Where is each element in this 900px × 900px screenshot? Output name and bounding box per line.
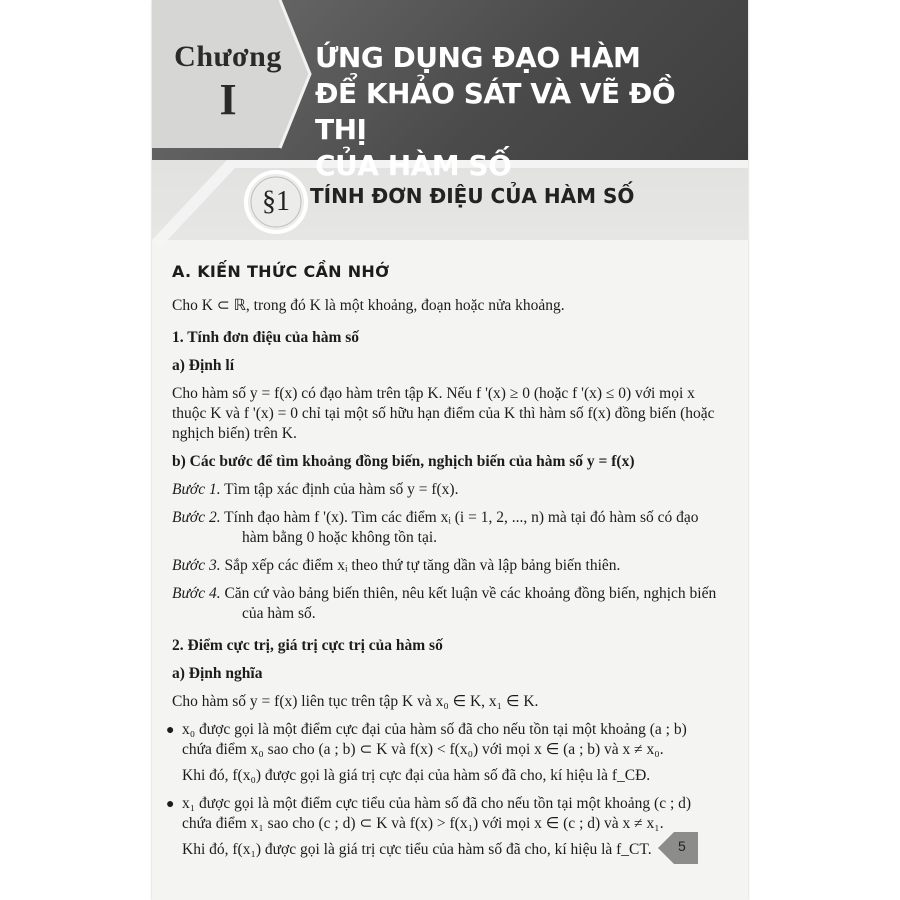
subheading-steps: b) Các bước để tìm khoảng đồng biến, nghịch biến của hàm số y = f(x)	[172, 453, 635, 470]
step-item	[172, 584, 720, 624]
bullet-note: Khi đó, f(x₁) được gọi là giá trị cực tiểu của hàm số đã cho, kí hiệu là f_CT.	[182, 841, 652, 858]
intro-paragraph: Cho K ⊂ ℝ, trong đó K là một khoảng, đoạn hoặc nửa khoảng.	[172, 297, 565, 314]
chapter-label: Chương	[174, 40, 282, 73]
chapter-title	[315, 40, 735, 184]
subheading-monotonicity: 1. Tính đơn điệu của hàm số	[172, 329, 360, 346]
bullet-icon: ●	[166, 797, 175, 812]
step-text: Tìm tập xác định của hàm số y = f(x).	[220, 481, 459, 498]
subheading-theorem: a) Định lí	[172, 357, 235, 374]
heading-knowledge: A. KIẾN THỨC CẦN NHỚ	[172, 262, 390, 281]
section-number: §1	[262, 186, 290, 217]
bullet-icon: ●	[166, 723, 175, 738]
chapter-title-line: CỦA HÀM SỐ	[315, 149, 512, 182]
textbook-page	[152, 0, 748, 900]
step-item	[172, 508, 720, 548]
step-label: Bước 3.	[172, 557, 221, 574]
step-label: Bước 2.	[172, 509, 221, 526]
step-label: Bước 4.	[172, 585, 221, 602]
step-label: Bước 1.	[172, 481, 221, 498]
page-number-tab	[658, 832, 698, 864]
section-title: TÍNH ĐƠN ĐIỆU CỦA HÀM SỐ	[310, 184, 635, 208]
subheading-definition: a) Định nghĩa	[172, 665, 263, 682]
step-item	[172, 556, 720, 576]
step-item	[172, 480, 720, 500]
bullet-note: Khi đó, f(x₀) được gọi là giá trị cực đại của hàm số đã cho, kí hiệu là f_CĐ.	[182, 767, 651, 784]
definition-bullet	[166, 794, 720, 834]
chapter-title-line: ĐỂ KHẢO SÁT VÀ VẼ ĐỒ THỊ	[315, 77, 676, 146]
step-text: Căn cứ vào bảng biến thiên, nêu kết luận về các khoảng đồng biến, nghịch biến của hàm số.	[220, 585, 717, 622]
step-text: Tính đạo hàm f '(x). Tìm các điểm xᵢ (i = 1, 2, ..., n) mà tại đó hàm số có đạo hàm bằng 0 hoặc không tồn tại.	[220, 509, 699, 546]
subheading-extrema: 2. Điểm cực trị, giá trị cực trị của hàm số	[172, 637, 443, 654]
chapter-number: I	[219, 75, 237, 124]
bullet-text: x₀ được gọi là một điểm cực đại của hàm số đã cho nếu tồn tại một khoảng (a ; b) chứa điểm x₀ sao cho (a ; b) ⊂ K và f(x) < f(x₀) với mọi x ∈ (a ; b) và x ≠ x₀.	[182, 721, 687, 758]
definition-bullet	[166, 720, 720, 760]
page-number: 5	[678, 838, 686, 854]
definition-intro: Cho hàm số y = f(x) liên tục trên tập K và x₀ ∈ K, x₁ ∈ K.	[172, 693, 539, 710]
theorem-paragraph: Cho hàm số y = f(x) có đạo hàm trên tập K. Nếu f '(x) ≥ 0 (hoặc f '(x) ≤ 0) với mọi x thuộc K và f '(x) = 0 chỉ tại một số hữu hạn điểm của K thì hàm số f(x) đồng biến (hoặc nghịch biến) trên K.	[172, 385, 715, 442]
chapter-title-line: ỨNG DỤNG ĐẠO HÀM	[315, 41, 641, 74]
step-text: Sắp xếp các điểm xᵢ theo thứ tự tăng dần và lập bảng biến thiên.	[220, 557, 621, 574]
page-content	[166, 262, 720, 868]
bullet-text: x₁ được gọi là một điểm cực tiểu của hàm số đã cho nếu tồn tại một khoảng (c ; d) chứa điểm x₁ sao cho (c ; d) ⊂ K và f(x) > f(x₁) với mọi x ∈ (c ; d) và x ≠ x₁.	[182, 795, 692, 832]
